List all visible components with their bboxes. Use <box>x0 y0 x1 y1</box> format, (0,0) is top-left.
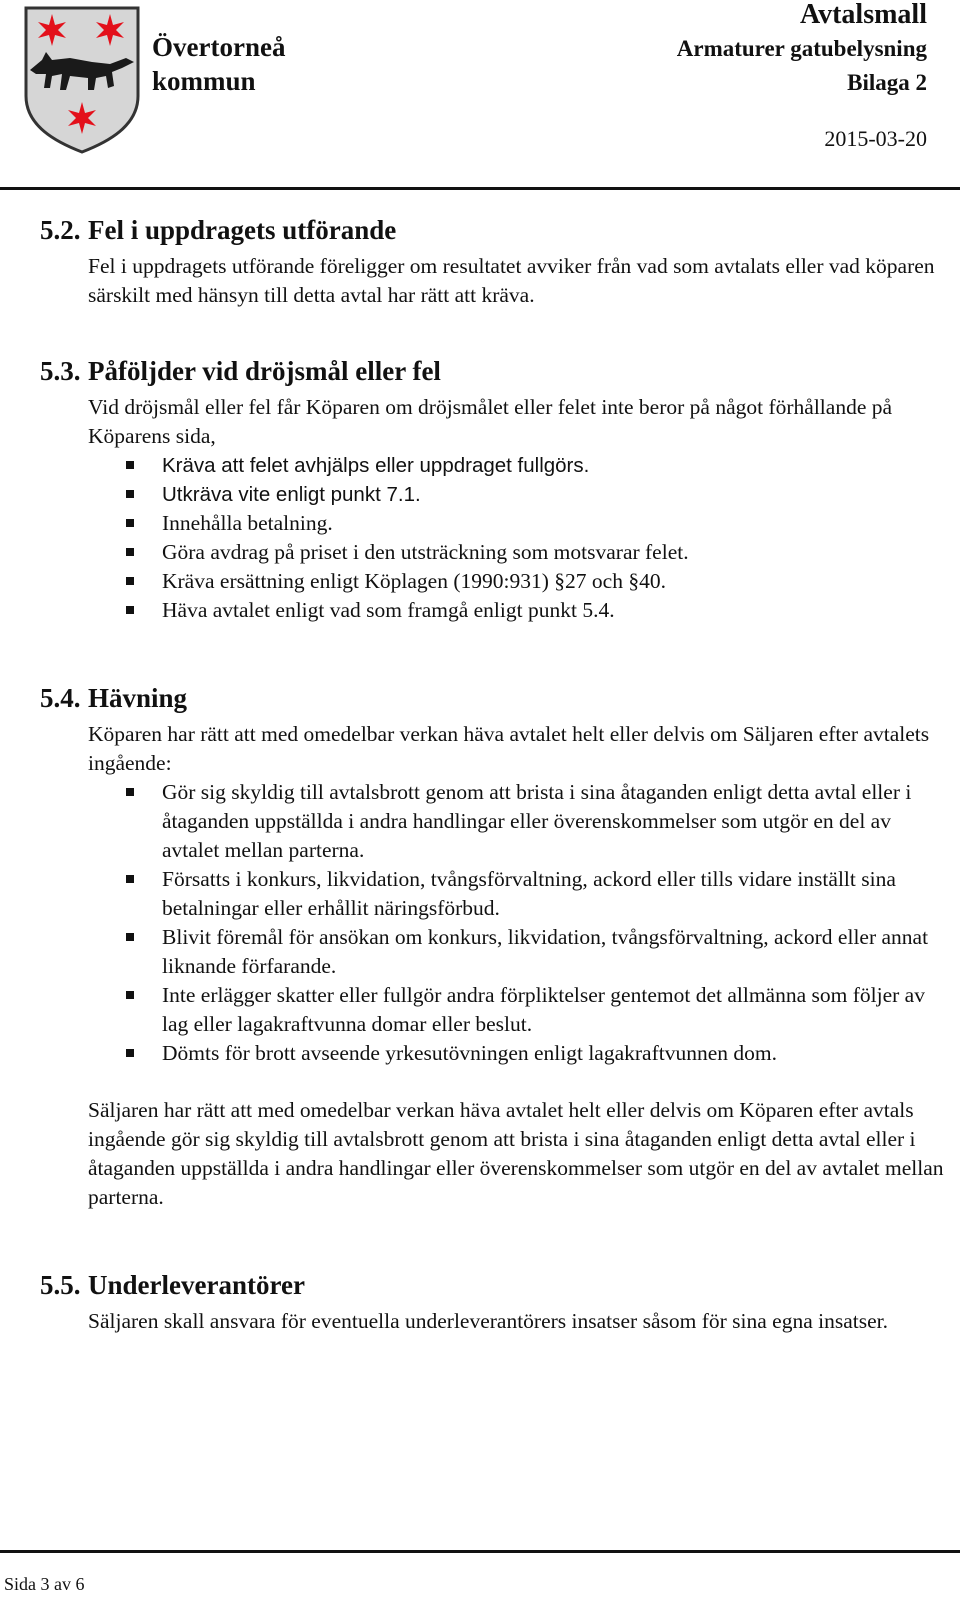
section-title: Påföljder vid dröjsmål eller fel <box>88 356 441 386</box>
attachment-label: Bilaga 2 <box>847 70 927 95</box>
page-number: Sida 3 av 6 <box>4 1574 85 1594</box>
list-item: Häva avtalet enligt vad som framgå enligt punkt 5.4. <box>88 596 945 625</box>
list-item: Dömts för brott avseende yrkesutövningen enligt lagakraftvunnen dom. <box>88 1039 945 1068</box>
document-info <box>677 0 927 100</box>
footer-divider <box>0 1550 960 1553</box>
section-5-5 <box>40 1265 945 1336</box>
list-item: Kräva att felet avhjälps eller uppdraget fullgörs. <box>88 451 945 480</box>
document-date: 2015-03-20 <box>824 126 927 151</box>
section-number: 5.2. <box>40 215 81 245</box>
bullet-list <box>88 778 945 1068</box>
section-paragraph: Säljaren skall ansvara för eventuella underleverantörers insatser såsom för sina egna insatser. <box>88 1309 888 1333</box>
section-5-3 <box>40 351 945 625</box>
section-number: 5.3. <box>40 356 81 386</box>
document-body <box>40 210 945 1336</box>
section-paragraph: Vid dröjsmål eller fel får Köparen om dröjsmålet eller felet inte beror på något förhållande på Köparens sida, <box>88 395 893 448</box>
list-item: Göra avdrag på priset i den utsträckning som motsvarar felet. <box>88 538 945 567</box>
document-type: Avtalsmall <box>799 0 927 30</box>
section-paragraph-2: Säljaren har rätt att med omedelbar verkan häva avtalet helt eller delvis om Köparen efter avtals ingående gör sig skyldig till avtalsbrott genom att brista i sina åtaganden enligt detta avtal eller i åtaganden uppställda i andra handlingar eller överenskommelser som utgör en del av avtalet mellan parterna. <box>88 1098 944 1209</box>
section-number: 5.5. <box>40 1270 81 1300</box>
list-item: Innehålla betalning. <box>88 509 945 538</box>
list-item: Blivit föremål för ansökan om konkurs, likvidation, tvångsförvaltning, ackord eller annat liknande förfarande. <box>88 923 945 981</box>
section-paragraph: Köparen har rätt att med omedelbar verkan häva avtalet helt eller delvis om Säljaren efter avtalets ingående: <box>88 722 930 775</box>
page-header <box>0 0 960 190</box>
municipality-name <box>152 30 285 98</box>
section-title: Hävning <box>88 683 188 713</box>
section-paragraph: Fel i uppdragets utförande föreligger om resultatet avviker från vad som avtalats eller vad köparen särskilt med hänsyn till detta avtal har rätt att kräva. <box>88 254 935 307</box>
section-title: Underleverantörer <box>88 1270 305 1300</box>
section-5-4 <box>40 678 945 1212</box>
section-heading <box>40 678 945 718</box>
list-item: Gör sig skyldig till avtalsbrott genom att brista i sina åtaganden enligt detta avtal eller i åtaganden uppställda i andra handlingar eller överenskommelser som utgör en del av avtalet mellan parterna. <box>88 778 945 865</box>
list-item: Utkräva vite enligt punkt 7.1. <box>88 480 945 509</box>
header-divider <box>0 187 960 190</box>
list-item: Försatts i konkurs, likvidation, tvångsförvaltning, ackord eller tills vidare inställt sina betalningar eller erhållit näringsförbud. <box>88 865 945 923</box>
document-subject: Armaturer gatubelysning <box>676 36 927 61</box>
section-title: Fel i uppdragets utförande <box>88 215 397 245</box>
section-heading <box>40 351 945 391</box>
section-heading <box>40 210 945 250</box>
section-heading <box>40 1265 945 1305</box>
list-item: Inte erlägger skatter eller fullgör andra förpliktelser gentemot det allmänna som följer av lag eller lagakraftvunna domar eller beslut. <box>88 981 945 1039</box>
section-number: 5.4. <box>40 683 81 713</box>
section-5-2 <box>40 210 945 310</box>
list-item: Kräva ersättning enligt Köplagen (1990:931) §27 och §40. <box>88 567 945 596</box>
coat-of-arms-logo <box>22 4 142 154</box>
municipality-line-1: Övertorneå <box>152 32 286 62</box>
municipality-line-2: kommun <box>152 66 256 96</box>
bullet-list <box>88 451 945 625</box>
